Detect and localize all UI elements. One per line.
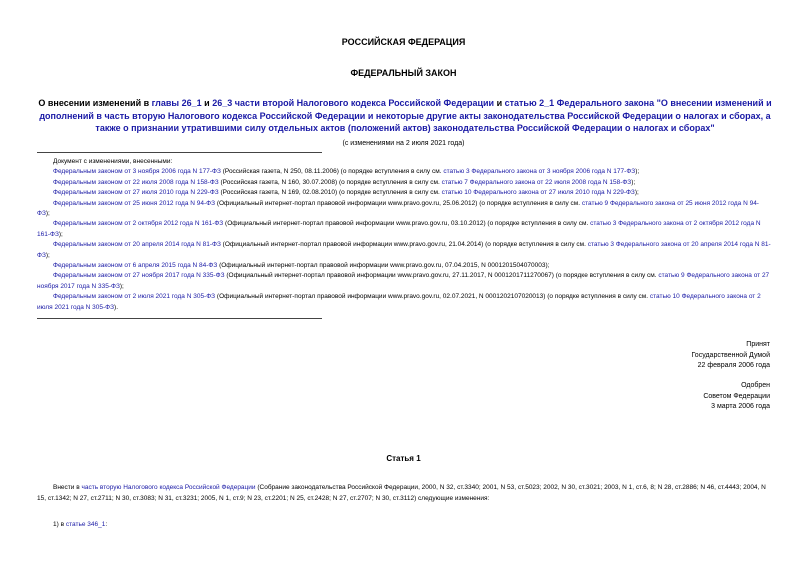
title-text-3: и	[494, 98, 505, 108]
change-source-text: (Российская газета, N 169, 02.08.2010) (о порядке вступления в силу см.	[218, 189, 442, 197]
change-law-link[interactable]: Федеральным законом от 22 июля 2008 года N 158-ФЗ	[53, 178, 219, 186]
article-title: Статья 1	[386, 454, 421, 463]
country-heading: РОССИЙСКАЯ ФЕДЕРАЦИЯ	[341, 37, 466, 47]
change-source-text: (Официальный интернет-портал правовой информации www.pravo.gov.ru, 02.07.2021, N 0001202107020013) (о порядке вступления в силу см.	[215, 293, 650, 301]
change-ref-link[interactable]: статью 9 Федерального закона от 25 июня 2012 года N 94-ФЗ	[37, 199, 759, 218]
approved-date: 3 марта 2006 года	[711, 403, 770, 410]
changes-list	[37, 157, 771, 313]
accepted-date: 22 февраля 2006 года	[697, 362, 770, 369]
change-law-link[interactable]: Федеральным законом от 6 апреля 2015 года N 84-ФЗ	[53, 262, 218, 270]
change-ref-link[interactable]: статью 10 Федерального закона от 2 июля 2021 года N 305-ФЗ	[37, 293, 761, 311]
change-ref-link[interactable]: статью 7 Федерального закона от 22 июля 2008 года N 158-ФЗ	[441, 178, 632, 186]
top-divider	[37, 152, 322, 153]
accepted-line-1: Принят	[746, 341, 770, 348]
change-law-link[interactable]: Федеральным законом от 3 ноября 2006 года N 177-ФЗ	[53, 168, 221, 176]
title-link-article-2-1[interactable]: статью 2_1 Федерального закона "О внесении изменений и дополнений в часть вторую Налогового кодекса Российской Федерации и некоторые другие акты законодательства Российской Федерации о налогах и сборах, а также о признании утратившими силу отдельных актов (положений актов) законодательства Российской Федерации о налогах и сборах"	[39, 98, 772, 133]
change-end-text: );	[45, 210, 50, 218]
change-source-text: (Официальный интернет-портал правовой информации www.pravo.gov.ru, 03.10.2012) (о порядке вступления в силу см.	[223, 220, 591, 228]
change-end-text: );	[634, 189, 639, 197]
change-item	[37, 167, 771, 177]
change-end-text: );	[631, 178, 636, 186]
change-item	[37, 219, 771, 240]
change-law-link[interactable]: Федеральным законом от 27 июля 2010 года N 229-ФЗ	[53, 189, 219, 197]
accepted-line-2: Государственной Думой	[691, 351, 770, 359]
item-prefix: 1) в	[53, 521, 66, 528]
change-source-text: (Официальный интернет-портал правовой информации www.pravo.gov.ru, 07.04.2015, N 0001201504070003);	[217, 262, 550, 270]
title-link-chapter-26-3[interactable]: 26_3 части второй Налогового кодекса Российской Федерации	[212, 98, 495, 108]
accepted-block	[570, 340, 770, 372]
change-ref-link[interactable]: статью 3 Федерального закона от 3 ноября 2006 года N 177-ФЗ	[443, 168, 636, 176]
title-link-chapter-26-1[interactable]: главы 26_1	[151, 98, 202, 108]
change-end-text: );	[58, 230, 63, 238]
change-ref-link[interactable]: статью 3 Федерального закона от 2 октября 2012 года N 161-ФЗ	[37, 220, 761, 238]
change-end-text: );	[45, 251, 50, 259]
change-law-link[interactable]: Федеральным законом от 2 октября 2012 года N 161-ФЗ	[53, 220, 224, 228]
change-item	[37, 271, 771, 292]
change-source-text: (Российская газета, N 160, 30.07.2008) (о порядке вступления в силу см.	[218, 178, 442, 186]
title-text-2: и	[201, 98, 213, 108]
change-item	[37, 261, 771, 271]
change-item	[37, 240, 771, 261]
article-paragraph	[37, 483, 771, 504]
change-source-text: (Официальный интернет-портал правовой информации www.pravo.gov.ru, 27.11.2017, N 0001201711270067) (о порядке вступления в силу см.	[224, 272, 659, 280]
change-end-text: );	[635, 168, 640, 176]
changes-items	[37, 167, 771, 313]
article-link-tax-code[interactable]: часть вторую Налогового кодекса Российской Федерации	[81, 484, 256, 491]
approved-block	[570, 381, 770, 413]
change-law-link[interactable]: Федеральным законом от 27 ноября 2017 года N 335-ФЗ	[53, 272, 225, 280]
change-end-text: );	[119, 282, 124, 290]
item-suffix: :	[105, 521, 108, 528]
change-ref-link[interactable]: статью 10 Федерального закона от 27 июля 2010 года N 229-ФЗ	[441, 189, 635, 197]
article-body	[37, 483, 771, 504]
change-law-link[interactable]: Федеральным законом от 25 июня 2012 года N 94-ФЗ	[53, 199, 216, 207]
changes-heading: Документ с изменениями, внесенными:	[53, 158, 173, 165]
article-text-1: Внести в	[53, 484, 82, 491]
approved-line-2: Советом Федерации	[703, 392, 770, 400]
revision-note: (с изменениями на 2 июля 2021 года)	[342, 140, 465, 147]
title-text-1: О внесении изменений в	[38, 98, 152, 108]
article-text-2: (Собрание законодательства Российской Федерации, 2000, N 32, ст.3340; 2001, N 53, ст.5023; 2002, N 30, ст.3021; 2003, N 1, ст.6, 8; N 28, ст.2886; N 46, ст.4443; 2004, N 15, ст.1342; N 27, ст.2711; N 30, ст.3083; N 31, ст.3231; 2005, N 1, ст.9; N 23, ст.2201; N 25, ст.2428; N 27, ст.2707; N 30, ст.3112) следующие изменения:	[37, 484, 766, 502]
change-item	[37, 178, 771, 188]
change-source-text: (Официальный интернет-портал правовой информации www.pravo.gov.ru, 25.06.2012) (о порядке вступления в силу см.	[215, 199, 582, 207]
change-law-link[interactable]: Федеральным законом от 20 апреля 2014 года N 81-ФЗ	[53, 241, 221, 249]
change-source-text: (Российская газета, N 250, 08.11.2006) (о порядке вступления в силу см.	[220, 168, 444, 176]
law-type-heading: ФЕДЕРАЛЬНЫЙ ЗАКОН	[350, 68, 457, 78]
change-source-text: (Официальный интернет-портал правовой информации www.pravo.gov.ru, 21.04.2014) (о порядке вступления в силу см.	[220, 241, 588, 249]
approved-line-1: Одобрен	[741, 382, 770, 389]
change-law-link[interactable]: Федеральным законом от 2 июля 2021 года N 305-ФЗ	[53, 293, 216, 301]
change-item	[37, 199, 771, 220]
article-item-1	[53, 521, 107, 528]
item-link-346-1[interactable]: статье 346_1	[65, 521, 106, 528]
change-item	[37, 188, 771, 198]
bottom-divider	[37, 318, 322, 319]
change-ref-link[interactable]: статью 9 Федерального закона от 27 ноября 2017 года N 335-ФЗ	[37, 272, 770, 290]
change-end-text: ).	[114, 303, 119, 311]
change-item	[37, 292, 771, 313]
document-title	[36, 97, 774, 135]
change-ref-link[interactable]: статью 3 Федерального закона от 20 апреля 2014 года N 81-ФЗ	[37, 241, 771, 259]
